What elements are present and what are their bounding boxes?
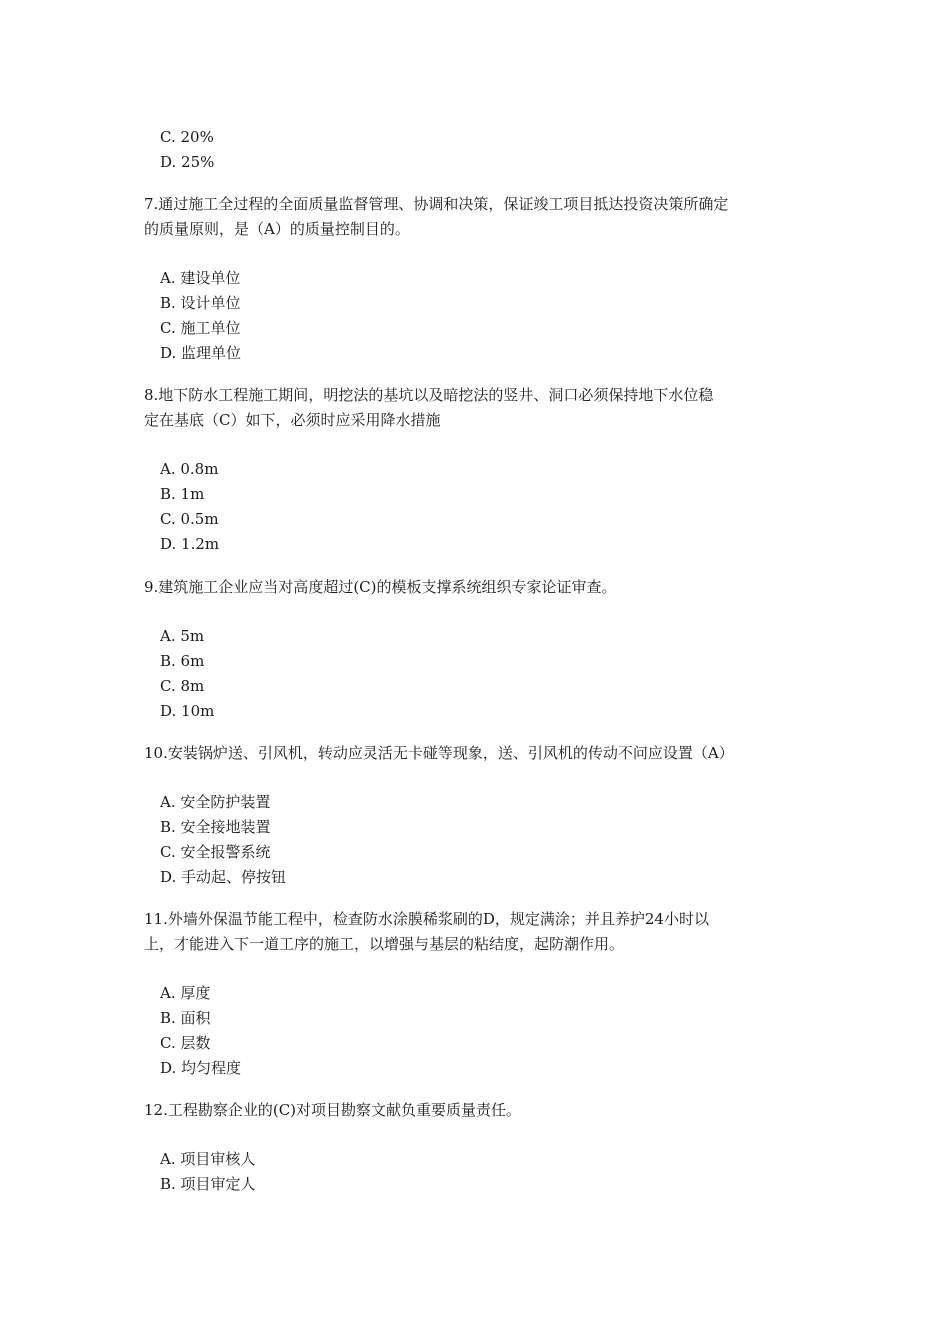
- option-line: C. 8m: [160, 677, 205, 695]
- question-line: 10.安装锅炉送、引风机，转动应灵活无卡碰等现象，送、引风机的传动不问应设置（A）: [144, 744, 734, 762]
- option-line: D. 25%: [160, 153, 215, 171]
- question-line: 9.建筑施工企业应当对高度超过(C)的模板支撑系统组织专家论证审查。: [144, 578, 617, 596]
- option-line: A. 5m: [160, 627, 205, 645]
- question-line: 12.工程勘察企业的(C)对项目勘察文献负重要质量责任。: [144, 1101, 522, 1119]
- option-line: B. 安全接地装置: [160, 818, 271, 836]
- question-line: 上，才能进入下一道工序的施工，以增强与基层的粘结度，起防潮作用。: [144, 935, 625, 953]
- option-line: B. 项目审定人: [160, 1175, 256, 1193]
- option-line: D. 1.2m: [160, 535, 220, 553]
- option-line: C. 20%: [160, 128, 214, 146]
- option-line: C. 层数: [160, 1034, 211, 1052]
- option-line: B. 面积: [160, 1009, 211, 1027]
- option-line: D. 10m: [160, 702, 215, 720]
- option-line: B. 1m: [160, 485, 205, 503]
- option-line: D. 均匀程度: [160, 1059, 242, 1077]
- option-line: A. 厚度: [160, 984, 211, 1002]
- option-line: B. 设计单位: [160, 294, 241, 312]
- question-line: 8.地下防水工程施工期间，明挖法的基坑以及暗挖法的竖井、洞口必须保持地下水位稳: [144, 386, 714, 404]
- option-line: D. 手动起、停按钮: [160, 868, 287, 886]
- question-line: 11.外墙外保温节能工程中，检查防水涂膜稀浆刷的D，规定满涂；并且养护24小时以: [144, 910, 709, 928]
- option-line: A. 建设单位: [160, 269, 241, 287]
- option-line: C. 施工单位: [160, 319, 241, 337]
- question-line: 7.通过施工全过程的全面质量监督管理、协调和决策，保证竣工项目抵达投资决策所确定: [144, 195, 729, 213]
- option-line: A. 0.8m: [160, 460, 219, 478]
- option-line: C. 安全报警系统: [160, 843, 271, 861]
- option-line: C. 0.5m: [160, 510, 219, 528]
- option-line: A. 项目审核人: [160, 1150, 256, 1168]
- question-line: 的质量原则，是（A）的质量控制目的。: [144, 220, 410, 238]
- option-line: B. 6m: [160, 652, 205, 670]
- question-line: 定在基底（C）如下，必须时应采用降水措施: [144, 411, 441, 429]
- option-line: A. 安全防护装置: [160, 793, 271, 811]
- option-line: D. 监理单位: [160, 344, 242, 362]
